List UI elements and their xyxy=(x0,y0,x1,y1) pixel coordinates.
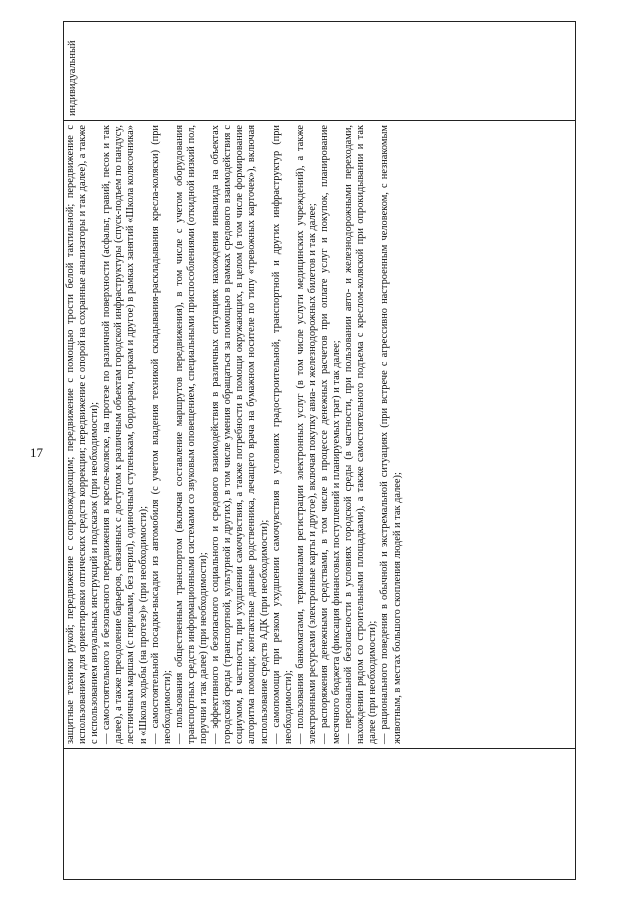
measures-description-cell xyxy=(64,121,576,749)
paragraph-atm-terminals: — пользования банкоматами, терминалами регистрации электронных услуг (в том числе услуги медицинских учреждений), а также электронными ресурсами (электронные карты и другое), включая покупку авиа- и железнодорожных билетов и так далее; xyxy=(294,125,318,744)
paragraph-wheelchair: — самостоятельного и безопасного передвижения в кресле-коляске, на протезе по различной поверхности (асфальт, гравий, песок и так далее), а также преодоление барьеров, связанных с доступом к различным объектам городской инфраструктуры (спуск-подъем по пандусу, лестничным маршам (с перилами, без перил), одиночным ступенькам, бордюрам, горкам и другое) в рамках занятий «Школа колясочника» и «Школа ходьбы (на протезе)» (при необходимости); xyxy=(101,125,149,744)
paragraph-self-help: — самопомощи при резком ухудшении самочувствия в условиях градостроительной, транспортной и других инфраструктур (при необходимости); xyxy=(270,125,294,744)
format-cell: индивидуальный xyxy=(64,22,576,121)
paragraph-personal-safety: — персональной безопасности в условиях городской среды (в частности, при пользовании авто- и железнодорожными переходами, нахождении рядом со строительными площадками), а также самостоятельного подъема с креслом-коляской при опрокидывании и так далее (при необходимости); xyxy=(343,125,379,744)
paragraph-social-interaction: — эффективного и безопасного социального и средового взаимодействия в различных ситуациях нахождения инвалида на объектах городской среды (транспортной, культурной и других), в том числе умения обращаться за помощью в рамках средового взаимодействия с социумом, в частности, при ухудшении самочувствия, а также потребности в помощи окружающих, в целом (в том числе формирование алгоритма помощи; контактные данные родственника, лечащего врача на бумажном носителе по типу «тревожных карточек»), включая использование средств АДК (при необходимости); xyxy=(210,125,270,744)
paragraph-intro: защитные техники рукой; передвижение с сопровождающим; передвижение с помощью трости белой тактильной; передвижение с использованием для ориентировки оптических средств коррекции; передвижение с опорой на сохранные анализаторы и так далее), а также с использованием визуальных инструкций и подсказок (при необходимости); xyxy=(65,125,101,744)
empty-cell xyxy=(64,749,576,880)
paragraph-public-transport: — пользования общественным транспортом (включая составление маршрутов передвижения), в том числе с учетом оборудования транспортных средств информационными системами со звуковым оповещением, специальными приспособлениями (откидной низкий пол, поручни и так далее) (при необходимости); xyxy=(173,125,210,744)
paragraph-money: — распоряжения денежными средствами, в том числе в процессе денежных расчетов при оплате услуг и покупок, планирование месячного бюджета (фиксация финансовых поступлений и планируемых трат) и так далее; xyxy=(318,125,343,744)
paragraph-car-boarding: — самостоятельной посадки-высадки из автомобиля (с учетом владения техникой складывания-раскладывания кресла-коляски) (при необходимости); xyxy=(149,125,173,744)
page-number: 17 xyxy=(30,445,43,460)
table-row xyxy=(64,22,576,880)
content-table xyxy=(63,21,576,880)
paragraph-rational-behavior: — рационального поведения в обычной и экстремальной ситуациях (при встрече с агрессивно настроенным человеком, с незнакомым животным, в местах большого скопления людей и так далее); xyxy=(379,125,403,744)
